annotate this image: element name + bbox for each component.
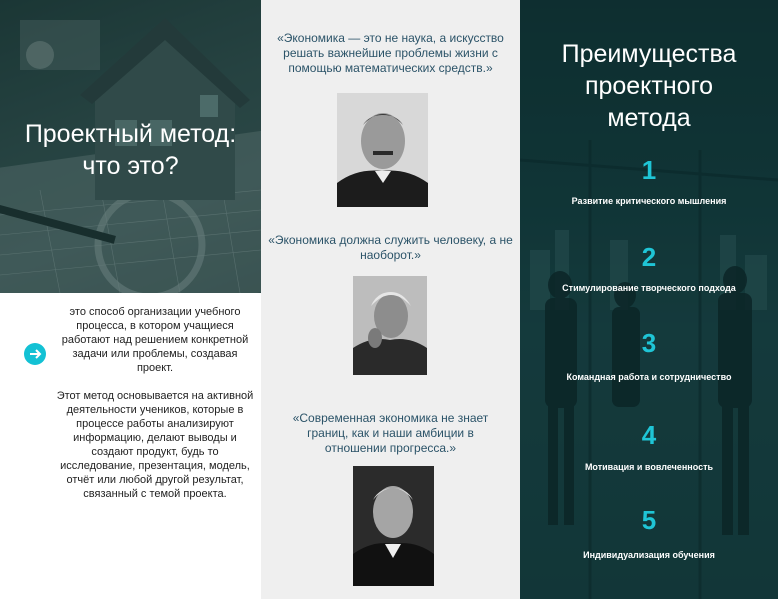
hero-title xyxy=(0,118,261,182)
hero-title-line1: Проектный метод: xyxy=(24,120,237,148)
advantage-number-1: 1 xyxy=(641,155,657,185)
advantage-number-2: 2 xyxy=(641,242,657,272)
advantages-title-line3: метода xyxy=(607,104,691,132)
advantage-label-5: Индивидуализация обучения xyxy=(583,550,715,560)
hero-title-line2: что это? xyxy=(82,152,179,180)
definition-text xyxy=(55,305,255,501)
advantage-label-3: Командная работа и сотрудничество xyxy=(566,372,732,382)
quote-3: «Современная экономика не знает границ, как и наши амбиции в отношении прогресса.» xyxy=(292,411,489,455)
definition-paragraph-1: это способ организации учебного процесса, в котором учащиеся работают над решением конкретной задачи или проблемы, создавая проект. xyxy=(61,306,249,374)
hero-image xyxy=(0,0,261,293)
quote-2: «Экономика должна служить человеку, а не наоборот.» xyxy=(268,233,513,262)
advantage-label-4: Мотивация и вовлеченность xyxy=(584,462,714,472)
advantages-title-line1: Преимущества xyxy=(561,40,737,68)
arrow-right-icon xyxy=(24,343,46,365)
portrait-photo-2 xyxy=(353,276,427,375)
left-panel xyxy=(0,0,261,599)
portrait-photo-1 xyxy=(337,93,428,207)
advantages-title-line2: проектного xyxy=(584,72,714,100)
advantage-label-1: Развитие критического мышления xyxy=(571,196,727,206)
portrait-photo-3 xyxy=(353,466,434,586)
advantage-number-3: 3 xyxy=(641,328,657,358)
quotes-panel xyxy=(261,0,520,599)
definition-paragraph-2: Этот метод основывается на активной деятельности учеников, которые в процессе работы анализируют информацию, делают выводы и создают продукт, будь то исследование, презентация, модель, отчёт или любой другой результат, связанный с темой проекта. xyxy=(56,390,254,500)
advantage-number-5: 5 xyxy=(641,505,657,535)
advantages-title xyxy=(520,38,778,134)
quote-1: «Экономика — это не наука, а искусство решать важнейшие проблемы жизни с помощью математических средств.» xyxy=(277,31,504,75)
advantage-label-2: Стимулирование творческого подхода xyxy=(562,283,736,293)
advantages-panel xyxy=(520,0,778,599)
advantage-number-4: 4 xyxy=(641,420,657,450)
